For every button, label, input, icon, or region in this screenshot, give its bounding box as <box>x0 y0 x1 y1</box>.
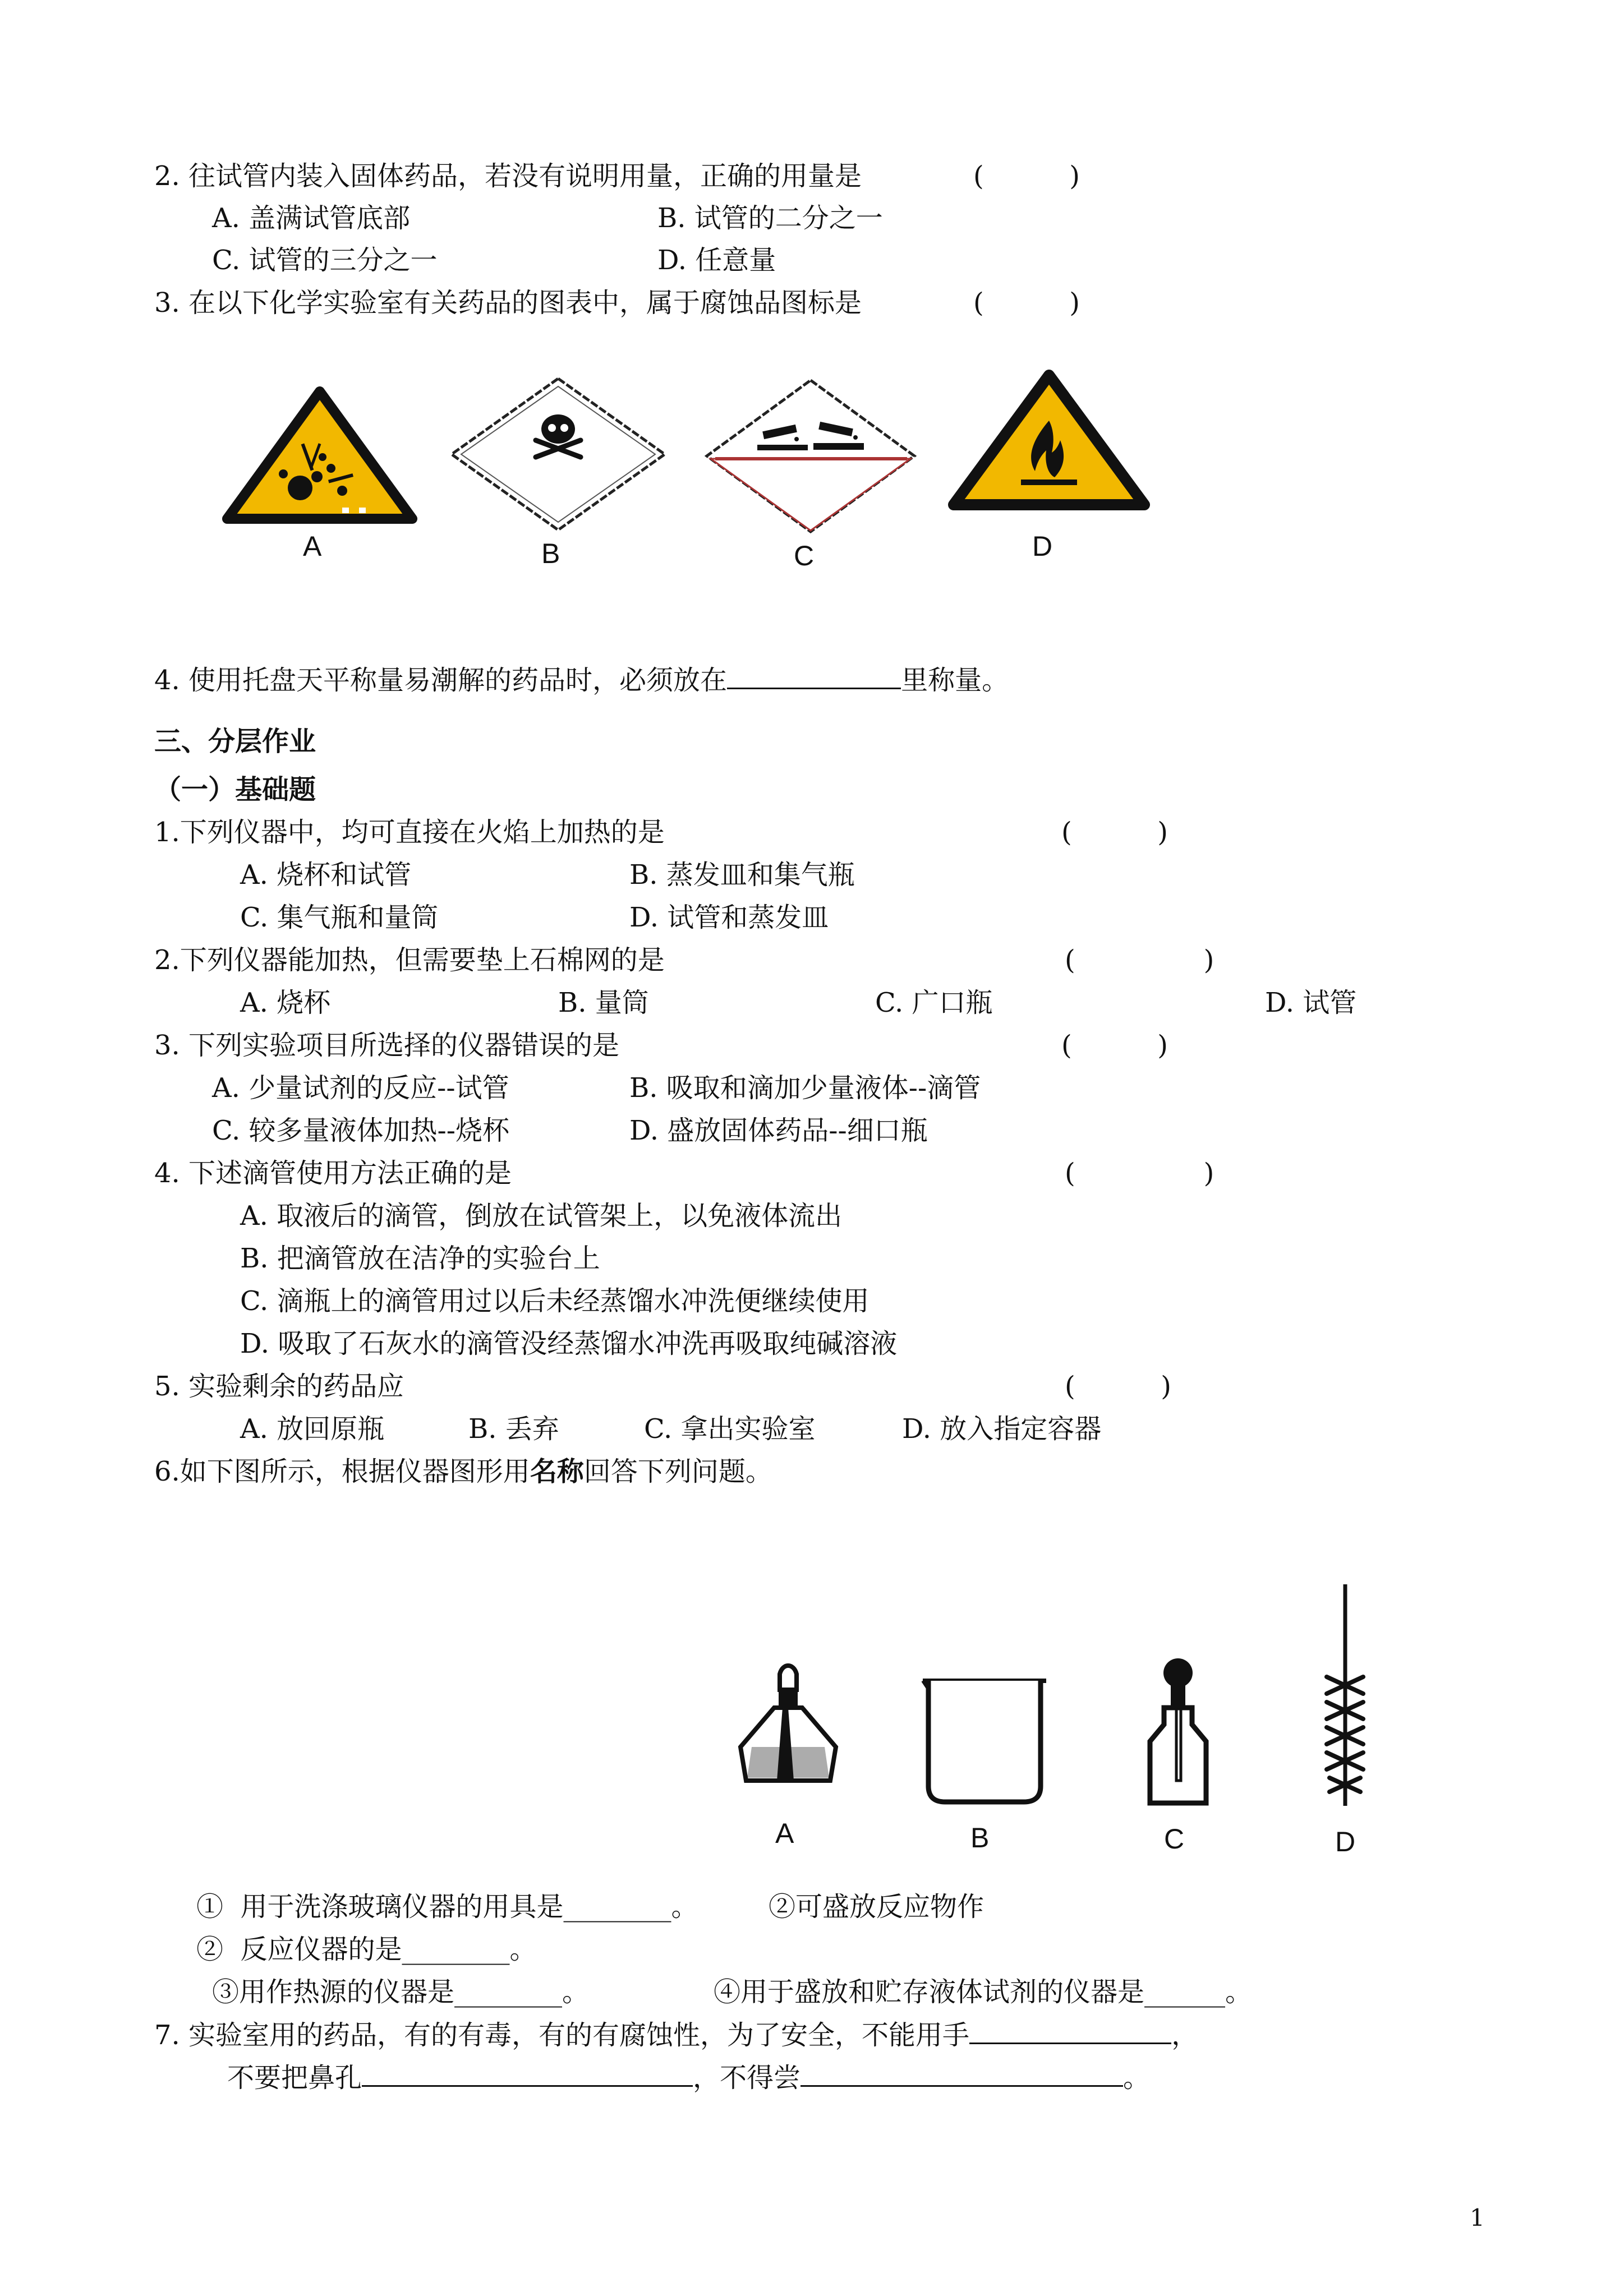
q3-stem: 3. 在以下化学实验室有关药品的图表中，属于腐蚀品图标是 <box>154 287 862 319</box>
q2-option-d: D. 任意量 <box>657 245 776 276</box>
basic-q2-option-a: A. 烧杯 <box>240 987 331 1018</box>
section-subtitle: （一）基础题 <box>154 774 316 805</box>
alcohol-lamp-icon <box>729 1663 847 1803</box>
hazard-label-d: D <box>1032 531 1053 562</box>
basic-q1-option-a: A. 烧杯和试管 <box>240 859 412 891</box>
basic-q7-line1-text: 7. 实验室用的药品，有的有毒，有的有腐蚀性，为了安全，不能用手 <box>154 2020 970 2051</box>
toxic-skull-icon <box>443 373 673 536</box>
q4-stem <box>154 663 1009 697</box>
q4-answer-blank[interactable] <box>727 663 901 689</box>
basic-q5-stem: 5. 实验剩余的药品应 <box>154 1371 404 1402</box>
hazard-label-b: B <box>541 538 560 569</box>
basic-q1-stem: 1.下列仪器中，均可直接在火焰上加热的是 <box>154 817 665 848</box>
basic-q5-option-d: D. 放入指定容器 <box>902 1413 1102 1445</box>
hazard-label-a: A <box>303 531 322 562</box>
q2-answer-paren: ( ) <box>973 160 1080 192</box>
beaker-icon <box>917 1674 1052 1809</box>
basic-q5-option-c: C. 拿出实验室 <box>644 1413 816 1445</box>
q4-stem-part2: 里称量。 <box>901 665 1009 696</box>
flammable-hazard-icon <box>942 367 1156 516</box>
basic-q5-option-b: B. 丢弃 <box>468 1413 559 1445</box>
page-number: 1 <box>1470 2204 1485 2232</box>
basic-q7-line2-text-a: 不要把鼻孔 <box>227 2062 362 2094</box>
basic-q2-option-b: B. 量筒 <box>558 987 649 1018</box>
basic-q7-blank-2[interactable] <box>362 2060 693 2087</box>
q2-stem: 2. 往试管内装入固体药品，若没有说明用量，正确的用量是 <box>154 160 862 192</box>
basic-q7-blank-1[interactable] <box>969 2018 1171 2044</box>
basic-q6-sub1: ① 用于洗涤玻璃仪器的用具是________。 <box>196 1891 698 1922</box>
basic-q4-option-d: D. 吸取了石灰水的滴管没经蒸馏水冲洗再吸取纯碱溶液 <box>240 1328 898 1359</box>
basic-q6-sub2-part2: ② 反应仪器的是________。 <box>196 1934 537 1965</box>
basic-q4-option-a: A. 取液后的滴管，倒放在试管架上，以免液体流出 <box>240 1200 843 1232</box>
basic-q2-option-c: C. 广口瓶 <box>875 987 993 1018</box>
basic-q6-stem-emphasis: 名称 <box>530 1456 584 1487</box>
test-tube-brush-icon <box>1313 1582 1374 1817</box>
basic-q6-stem-part2: 回答下列问题。 <box>583 1456 772 1487</box>
basic-q4-option-c: C. 滴瓶上的滴管用过以后未经蒸馏水冲洗便继续使用 <box>240 1285 869 1317</box>
basic-q1-option-c: C. 集气瓶和量筒 <box>240 902 439 933</box>
basic-q3-option-d: D. 盛放固体药品--细口瓶 <box>629 1115 928 1146</box>
basic-q5-option-a: A. 放回原瓶 <box>240 1413 385 1445</box>
basic-q7-line2 <box>227 2060 1150 2095</box>
basic-q6-stem <box>154 1455 772 1488</box>
basic-q6-stem-part1: 6.如下图所示，根据仪器图形用 <box>154 1456 530 1487</box>
basic-q7-line2-text-b: ，不得尝 <box>693 2062 801 2094</box>
basic-q4-stem: 4. 下述滴管使用方法正确的是 <box>154 1158 512 1189</box>
basic-q7-blank-3[interactable] <box>801 2060 1123 2087</box>
basic-q3-option-b: B. 吸取和滴加少量液体--滴管 <box>629 1072 981 1104</box>
corrosive-hazard-icon <box>698 375 923 537</box>
hazard-label-c: C <box>794 540 815 571</box>
basic-q1-option-b: B. 蒸发皿和集气瓶 <box>629 859 855 891</box>
section-title: 三、分层作业 <box>154 726 316 757</box>
basic-q5-answer-paren: ( ) <box>1065 1371 1172 1402</box>
q4-stem-part1: 4. 使用托盘天平称量易潮解的药品时，必须放在 <box>154 665 728 696</box>
basic-q2-option-d: D. 试管 <box>1265 987 1357 1018</box>
apparatus-label-c: C <box>1164 1823 1185 1855</box>
basic-q6-sub3: ③用作热源的仪器是________。 <box>212 1976 590 2008</box>
basic-q6-sub2-part1: ②可盛放反应物作 <box>769 1891 984 1922</box>
basic-q4-answer-paren: ( ) <box>1065 1158 1214 1189</box>
apparatus-label-b: B <box>970 1822 990 1854</box>
basic-q2-answer-paren: ( ) <box>1065 944 1214 976</box>
apparatus-label-a: A <box>775 1818 794 1849</box>
q2-option-c: C. 试管的三分之一 <box>212 245 438 276</box>
basic-q2-stem: 2.下列仪器能加热，但需要垫上石棉网的是 <box>154 944 665 976</box>
basic-q3-option-c: C. 较多量液体加热--烧杯 <box>212 1115 509 1146</box>
basic-q7-line1-end: ， <box>1171 2020 1199 2051</box>
q2-option-a: A. 盖满试管底部 <box>212 202 411 234</box>
explosive-hazard-icon <box>216 381 424 527</box>
basic-q4-option-b: B. 把滴管放在洁净的实验台上 <box>240 1243 600 1274</box>
basic-q3-stem: 3. 下列实验项目所选择的仪器错误的是 <box>154 1030 620 1061</box>
basic-q7-line1 <box>154 2018 1198 2052</box>
basic-q1-option-d: D. 试管和蒸发皿 <box>629 902 829 933</box>
apparatus-label-d: D <box>1335 1826 1356 1857</box>
basic-q6-sub4: ④用于盛放和贮存液体试剂的仪器是______。 <box>714 1976 1253 2008</box>
q2-option-b: B. 试管的二分之一 <box>657 202 883 234</box>
dropper-bottle-icon <box>1136 1652 1220 1814</box>
q3-answer-paren: ( ) <box>973 287 1080 319</box>
basic-q3-option-a: A. 少量试剂的反应--试管 <box>212 1072 509 1104</box>
basic-q3-answer-paren: ( ) <box>1061 1030 1168 1061</box>
basic-q1-answer-paren: ( ) <box>1061 817 1168 848</box>
basic-q7-line2-end: 。 <box>1123 2062 1151 2094</box>
